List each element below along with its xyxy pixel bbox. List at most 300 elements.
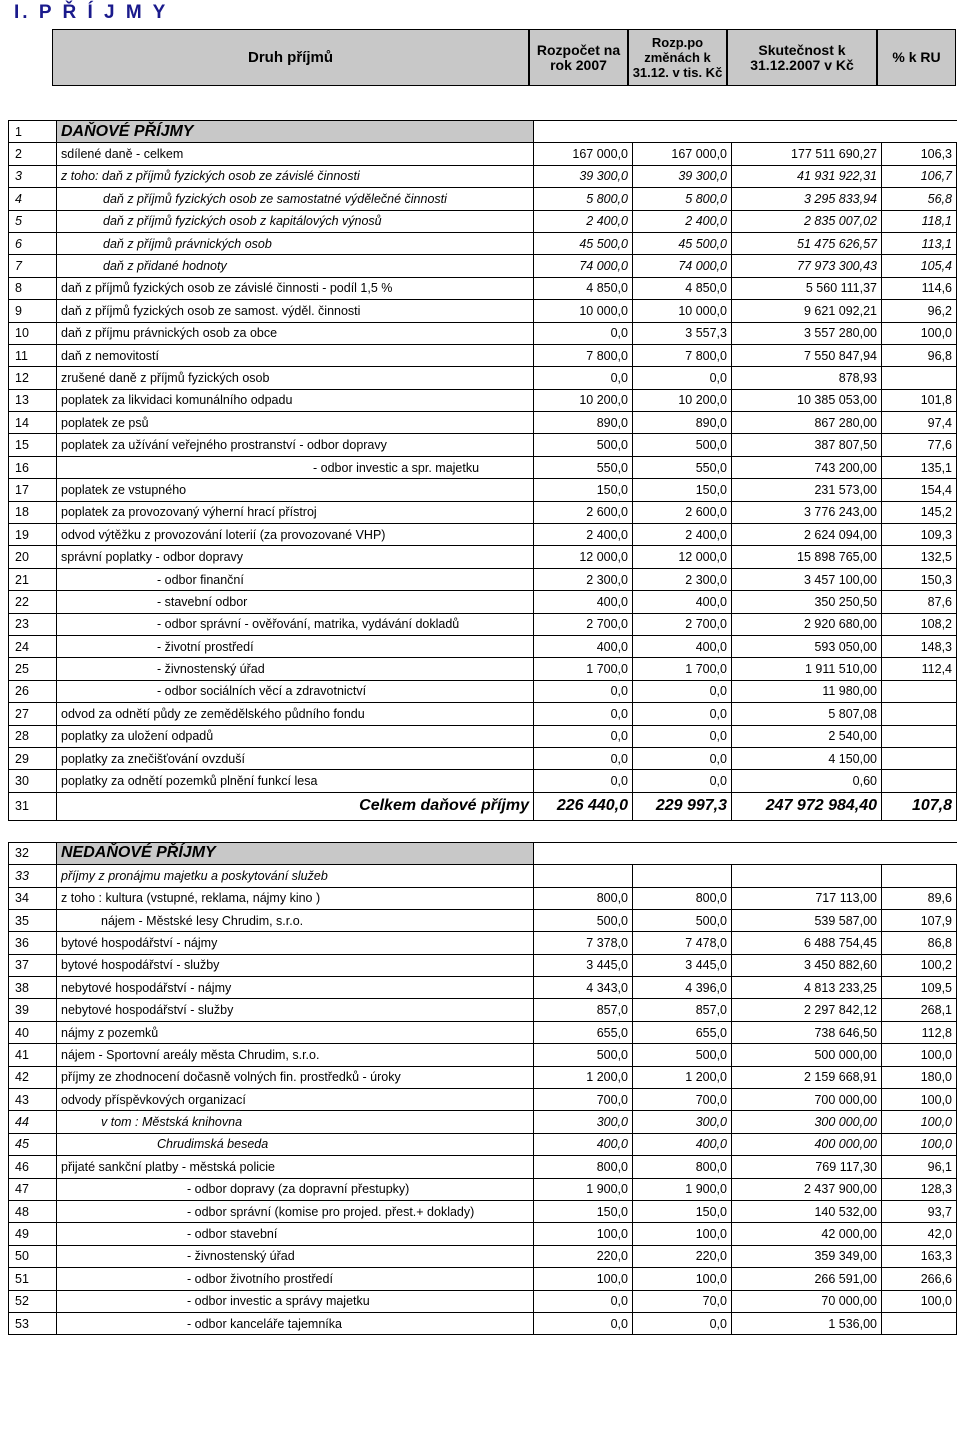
- changed-budget-value: 2 600,0: [633, 501, 732, 523]
- table-row: [9, 412, 957, 434]
- actual-value: 5 807,08: [732, 703, 882, 725]
- changed-budget-value: 1 900,0: [633, 1178, 732, 1200]
- changed-budget-value: 655,0: [633, 1021, 732, 1043]
- actual-value: 10 385 053,00: [732, 389, 882, 411]
- table-row: [9, 1044, 957, 1066]
- actual-value: 70 000,00: [732, 1290, 882, 1312]
- row-description: - odbor životního prostředí: [57, 1268, 534, 1290]
- table-row: [9, 703, 957, 725]
- changed-budget-value: 400,0: [633, 635, 732, 657]
- budget-value: 3 445,0: [534, 954, 633, 976]
- actual-value: 400 000,00: [732, 1133, 882, 1155]
- budget-value: 500,0: [534, 909, 633, 931]
- actual-value: 140 532,00: [732, 1200, 882, 1222]
- row-description: odvody příspěvkových organizací: [57, 1089, 534, 1111]
- actual-value: 3 457 100,00: [732, 568, 882, 590]
- row-number: 24: [9, 635, 57, 657]
- row-number: 9: [9, 300, 57, 322]
- budget-value: 0,0: [534, 680, 633, 702]
- changed-budget-value: 220,0: [633, 1245, 732, 1267]
- row-description: nájem - Sportovní areály města Chrudim, s.r.o.: [57, 1044, 534, 1066]
- percent-value: 100,0: [882, 322, 957, 344]
- percent-value: [882, 680, 957, 702]
- percent-value: 105,4: [882, 255, 957, 277]
- row-description: - stavební odbor: [57, 591, 534, 613]
- table-row: [9, 613, 957, 635]
- changed-budget-value: 45 500,0: [633, 232, 732, 254]
- table-row: [9, 635, 957, 657]
- changed-budget-value: 890,0: [633, 412, 732, 434]
- table-row: [9, 322, 957, 344]
- changed-budget-value: 4 396,0: [633, 977, 732, 999]
- percent-value: [882, 770, 957, 792]
- budget-value: 167 000,0: [534, 143, 633, 165]
- actual-value: 500 000,00: [732, 1044, 882, 1066]
- changed-budget-value: 150,0: [633, 479, 732, 501]
- row-description: poplatek ze psů: [57, 412, 534, 434]
- row-number: 6: [9, 232, 57, 254]
- percent-value: 107,8: [882, 792, 957, 820]
- table-row: [9, 210, 957, 232]
- empty-cell: [732, 842, 882, 864]
- row-description: Celkem daňové příjmy: [57, 792, 534, 820]
- table-row: [9, 389, 957, 411]
- actual-value: 177 511 690,27: [732, 143, 882, 165]
- percent-value: 100,0: [882, 1290, 957, 1312]
- row-description: v tom : Městská knihovna: [57, 1111, 534, 1133]
- actual-value: 77 973 300,43: [732, 255, 882, 277]
- budget-value: 0,0: [534, 725, 633, 747]
- row-number: 10: [9, 322, 57, 344]
- budget-value: 1 200,0: [534, 1066, 633, 1088]
- budget-value: 2 400,0: [534, 210, 633, 232]
- row-number: 12: [9, 367, 57, 389]
- actual-value: 4 150,00: [732, 747, 882, 769]
- changed-budget-value: 7 478,0: [633, 932, 732, 954]
- percent-value: 100,0: [882, 1133, 957, 1155]
- budget-value: 300,0: [534, 1111, 633, 1133]
- budget-value: 2 600,0: [534, 501, 633, 523]
- percent-value: 108,2: [882, 613, 957, 635]
- percent-value: 93,7: [882, 1200, 957, 1222]
- percent-value: [882, 865, 957, 887]
- row-number: 34: [9, 887, 57, 909]
- actual-value: 3 776 243,00: [732, 501, 882, 523]
- empty-cell: [534, 842, 633, 864]
- row-description: daň z nemovitostí: [57, 344, 534, 366]
- percent-value: 109,3: [882, 524, 957, 546]
- actual-value: 2 624 094,00: [732, 524, 882, 546]
- table-row: [9, 770, 957, 792]
- actual-value: 6 488 754,45: [732, 932, 882, 954]
- header-percent-label: % k RU: [892, 49, 941, 65]
- percent-value: 113,1: [882, 232, 957, 254]
- table-row: [9, 546, 957, 568]
- budget-value: 0,0: [534, 1290, 633, 1312]
- changed-budget-value: 700,0: [633, 1089, 732, 1111]
- tax-section-row: [9, 121, 957, 143]
- row-number: 51: [9, 1268, 57, 1290]
- budget-value: 500,0: [534, 434, 633, 456]
- row-number: 25: [9, 658, 57, 680]
- section-title: NEDAŇOVÉ PŘÍJMY: [57, 842, 534, 864]
- row-description: správní poplatky - odbor dopravy: [57, 546, 534, 568]
- table-row: [9, 501, 957, 523]
- actual-value: 3 295 833,94: [732, 188, 882, 210]
- percent-value: [882, 703, 957, 725]
- row-description: - odbor investic a správy majetku: [57, 1290, 534, 1312]
- row-number: 17: [9, 479, 57, 501]
- empty-cell: [633, 842, 732, 864]
- row-number: 13: [9, 389, 57, 411]
- row-number: 16: [9, 456, 57, 478]
- row-description: - odbor správní - ověřování, matrika, vydávání dokladů: [57, 613, 534, 635]
- table-row: [9, 300, 957, 322]
- row-number: 26: [9, 680, 57, 702]
- percent-value: 266,6: [882, 1268, 957, 1290]
- row-description: bytové hospodářství - nájmy: [57, 932, 534, 954]
- empty-cell: [882, 842, 957, 864]
- percent-value: 77,6: [882, 434, 957, 456]
- table-row: [9, 232, 957, 254]
- percent-value: 118,1: [882, 210, 957, 232]
- row-number: 4: [9, 188, 57, 210]
- row-description: daň z příjmů fyzických osob ze samostatné výdělečné činnosti: [57, 188, 534, 210]
- changed-budget-value: 39 300,0: [633, 165, 732, 187]
- changed-budget-value: 3 445,0: [633, 954, 732, 976]
- percent-value: 42,0: [882, 1223, 957, 1245]
- budget-value: 0,0: [534, 322, 633, 344]
- row-description: daň z přidané hodnoty: [57, 255, 534, 277]
- row-number: 33: [9, 865, 57, 887]
- changed-budget-value: 1 700,0: [633, 658, 732, 680]
- actual-value: 15 898 765,00: [732, 546, 882, 568]
- budget-value: 12 000,0: [534, 546, 633, 568]
- percent-value: 132,5: [882, 546, 957, 568]
- budget-value: 220,0: [534, 1245, 633, 1267]
- page-title: I. P Ř Í J M Y: [14, 2, 169, 23]
- section-gap: [9, 820, 957, 842]
- row-description: daň z příjmů fyzických osob z kapitálových výnosů: [57, 210, 534, 232]
- budget-value: 400,0: [534, 591, 633, 613]
- budget-value: 5 800,0: [534, 188, 633, 210]
- percent-value: 154,4: [882, 479, 957, 501]
- actual-value: 359 349,00: [732, 1245, 882, 1267]
- budget-value: 10 000,0: [534, 300, 633, 322]
- budget-value: 0,0: [534, 747, 633, 769]
- table-row: [9, 747, 957, 769]
- row-description: poplatek za likvidaci komunálního odpadu: [57, 389, 534, 411]
- actual-value: 878,93: [732, 367, 882, 389]
- changed-budget-value: 7 800,0: [633, 344, 732, 366]
- header-budget: [529, 29, 628, 86]
- percent-value: 109,5: [882, 977, 957, 999]
- percent-value: 96,1: [882, 1156, 957, 1178]
- changed-budget-value: 800,0: [633, 887, 732, 909]
- actual-value: 717 113,00: [732, 887, 882, 909]
- table-row: [9, 680, 957, 702]
- actual-value: 51 475 626,57: [732, 232, 882, 254]
- actual-value: 2 920 680,00: [732, 613, 882, 635]
- percent-value: 100,0: [882, 1044, 957, 1066]
- budget-value: 0,0: [534, 1312, 633, 1334]
- budget-value: 4 850,0: [534, 277, 633, 299]
- row-number: 14: [9, 412, 57, 434]
- changed-budget-value: 100,0: [633, 1268, 732, 1290]
- changed-budget-value: 0,0: [633, 770, 732, 792]
- row-description: přijaté sankční platby - městská policie: [57, 1156, 534, 1178]
- percent-value: 96,8: [882, 344, 957, 366]
- table-row: [9, 524, 957, 546]
- income-table: [8, 120, 957, 1335]
- changed-budget-value: 12 000,0: [633, 546, 732, 568]
- row-description: - odbor stavební: [57, 1223, 534, 1245]
- percent-value: [882, 747, 957, 769]
- row-description: - odbor finanční: [57, 568, 534, 590]
- row-number: 41: [9, 1044, 57, 1066]
- percent-value: 148,3: [882, 635, 957, 657]
- actual-value: 593 050,00: [732, 635, 882, 657]
- budget-value: 4 343,0: [534, 977, 633, 999]
- actual-value: 2 297 842,12: [732, 999, 882, 1021]
- percent-value: 101,8: [882, 389, 957, 411]
- actual-value: 3 557 280,00: [732, 322, 882, 344]
- budget-value: 226 440,0: [534, 792, 633, 820]
- budget-value: 10 200,0: [534, 389, 633, 411]
- row-number: 11: [9, 344, 57, 366]
- table-row: [9, 479, 957, 501]
- budget-value: 2 400,0: [534, 524, 633, 546]
- row-number: 1: [9, 121, 57, 143]
- changed-budget-value: 0,0: [633, 703, 732, 725]
- row-number: 46: [9, 1156, 57, 1178]
- row-description: - odbor správní (komise pro projed. přest.+ doklady): [57, 1200, 534, 1222]
- table-row: [9, 165, 957, 187]
- changed-budget-value: 4 850,0: [633, 277, 732, 299]
- row-number: 22: [9, 591, 57, 613]
- budget-value: 0,0: [534, 770, 633, 792]
- actual-value: 1 911 510,00: [732, 658, 882, 680]
- changed-budget-value: 0,0: [633, 725, 732, 747]
- nontax-section-row: [9, 842, 957, 864]
- row-description: - odbor sociálních věcí a zdravotnictví: [57, 680, 534, 702]
- row-number: 19: [9, 524, 57, 546]
- table-row: [9, 954, 957, 976]
- changed-budget-value: 3 557,3: [633, 322, 732, 344]
- actual-value: 539 587,00: [732, 909, 882, 931]
- budget-value: 400,0: [534, 1133, 633, 1155]
- changed-budget-value: 800,0: [633, 1156, 732, 1178]
- budget-value: 150,0: [534, 479, 633, 501]
- header-actual-label: Skutečnost k 31.12.2007 v Kč: [750, 41, 854, 73]
- percent-value: 268,1: [882, 999, 957, 1021]
- percent-value: 107,9: [882, 909, 957, 931]
- row-number: 2: [9, 143, 57, 165]
- table-row: [9, 999, 957, 1021]
- actual-value: 738 646,50: [732, 1021, 882, 1043]
- row-description: nebytové hospodářství - služby: [57, 999, 534, 1021]
- row-description: nájmy z pozemků: [57, 1021, 534, 1043]
- row-description: nájem - Městské lesy Chrudim, s.r.o.: [57, 909, 534, 931]
- budget-value: 150,0: [534, 1200, 633, 1222]
- changed-budget-value: 300,0: [633, 1111, 732, 1133]
- budget-value: 700,0: [534, 1089, 633, 1111]
- percent-value: 100,2: [882, 954, 957, 976]
- row-number: 48: [9, 1200, 57, 1222]
- table-row: [9, 865, 957, 887]
- row-number: 15: [9, 434, 57, 456]
- row-number: 21: [9, 568, 57, 590]
- actual-value: 700 000,00: [732, 1089, 882, 1111]
- budget-value: 1 900,0: [534, 1178, 633, 1200]
- changed-budget-value: 550,0: [633, 456, 732, 478]
- percent-value: 150,3: [882, 568, 957, 590]
- changed-budget-value: 150,0: [633, 1200, 732, 1222]
- budget-value: 550,0: [534, 456, 633, 478]
- actual-value: 266 591,00: [732, 1268, 882, 1290]
- percent-value: 145,2: [882, 501, 957, 523]
- changed-budget-value: 10 000,0: [633, 300, 732, 322]
- budget-value: 857,0: [534, 999, 633, 1021]
- budget-value: 2 700,0: [534, 613, 633, 635]
- changed-budget-value: 2 400,0: [633, 210, 732, 232]
- row-description: daň z příjmů fyzických osob ze závislé činnosti - podíl 1,5 %: [57, 277, 534, 299]
- row-description: poplatky za znečišťování ovzduší: [57, 747, 534, 769]
- changed-budget-value: 2 400,0: [633, 524, 732, 546]
- row-number: 53: [9, 1312, 57, 1334]
- changed-budget-value: 500,0: [633, 434, 732, 456]
- changed-budget-value: 5 800,0: [633, 188, 732, 210]
- budget-value: 39 300,0: [534, 165, 633, 187]
- changed-budget-value: 400,0: [633, 591, 732, 613]
- changed-budget-value: 857,0: [633, 999, 732, 1021]
- actual-value: [732, 865, 882, 887]
- actual-value: 867 280,00: [732, 412, 882, 434]
- budget-value: 1 700,0: [534, 658, 633, 680]
- changed-budget-value: 100,0: [633, 1223, 732, 1245]
- budget-value: 0,0: [534, 367, 633, 389]
- changed-budget-value: 229 997,3: [633, 792, 732, 820]
- actual-value: 9 621 092,21: [732, 300, 882, 322]
- row-number: 7: [9, 255, 57, 277]
- row-description: daň z příjmů právnických osob: [57, 232, 534, 254]
- budget-value: [534, 865, 633, 887]
- percent-value: 112,8: [882, 1021, 957, 1043]
- actual-value: 2 835 007,02: [732, 210, 882, 232]
- percent-value: 180,0: [882, 1066, 957, 1088]
- table-row: [9, 1111, 957, 1133]
- row-description: příjmy z pronájmu majetku a poskytování služeb: [57, 865, 534, 887]
- budget-value: 655,0: [534, 1021, 633, 1043]
- percent-value: 96,2: [882, 300, 957, 322]
- percent-value: 106,3: [882, 143, 957, 165]
- row-number: 27: [9, 703, 57, 725]
- header-actual: [727, 29, 877, 86]
- table-row: [9, 725, 957, 747]
- row-number: 42: [9, 1066, 57, 1088]
- actual-value: 2 540,00: [732, 725, 882, 747]
- row-number: 39: [9, 999, 57, 1021]
- row-number: 36: [9, 932, 57, 954]
- changed-budget-value: 0,0: [633, 367, 732, 389]
- percent-value: 97,4: [882, 412, 957, 434]
- table-row: [9, 887, 957, 909]
- budget-value: 500,0: [534, 1044, 633, 1066]
- header-description: [52, 29, 529, 86]
- row-number: 52: [9, 1290, 57, 1312]
- row-description: poplatek ze vstupného: [57, 479, 534, 501]
- row-description: z toho: daň z příjmů fyzických osob ze závislé činnosti: [57, 165, 534, 187]
- actual-value: 11 980,00: [732, 680, 882, 702]
- budget-value: 0,0: [534, 703, 633, 725]
- row-description: poplatky za odnětí pozemků plnění funkcí lesa: [57, 770, 534, 792]
- changed-budget-value: 167 000,0: [633, 143, 732, 165]
- percent-value: 114,6: [882, 277, 957, 299]
- row-number: 38: [9, 977, 57, 999]
- percent-value: 100,0: [882, 1111, 957, 1133]
- percent-value: 89,6: [882, 887, 957, 909]
- row-number: 5: [9, 210, 57, 232]
- actual-value: 0,60: [732, 770, 882, 792]
- percent-value: 100,0: [882, 1089, 957, 1111]
- row-number: 44: [9, 1111, 57, 1133]
- changed-budget-value: 1 200,0: [633, 1066, 732, 1088]
- header-changes-label: Rozp.po změnách k 31.12. v tis. Kč: [632, 35, 723, 80]
- row-description: sdílené daně - celkem: [57, 143, 534, 165]
- table-row: [9, 1290, 957, 1312]
- row-number: 29: [9, 747, 57, 769]
- row-number: 35: [9, 909, 57, 931]
- row-number: 50: [9, 1245, 57, 1267]
- percent-value: 163,3: [882, 1245, 957, 1267]
- row-number: 32: [9, 842, 57, 864]
- row-description: - odbor dopravy (za dopravní přestupky): [57, 1178, 534, 1200]
- table-row: [9, 1312, 957, 1334]
- table-row: [9, 1133, 957, 1155]
- changed-budget-value: 10 200,0: [633, 389, 732, 411]
- budget-value: 400,0: [534, 635, 633, 657]
- row-number: 18: [9, 501, 57, 523]
- actual-value: 1 536,00: [732, 1312, 882, 1334]
- budget-value: 74 000,0: [534, 255, 633, 277]
- row-description: - odbor kanceláře tajemníka: [57, 1312, 534, 1334]
- actual-value: 231 573,00: [732, 479, 882, 501]
- changed-budget-value: 2 700,0: [633, 613, 732, 635]
- changed-budget-value: 0,0: [633, 680, 732, 702]
- table-row: [9, 568, 957, 590]
- row-description: zrušené daně z příjmů fyzických osob: [57, 367, 534, 389]
- percent-value: 86,8: [882, 932, 957, 954]
- budget-value: 890,0: [534, 412, 633, 434]
- row-number: 43: [9, 1089, 57, 1111]
- row-description: daň z příjmů fyzických osob ze samost. výděl. činnosti: [57, 300, 534, 322]
- percent-value: [882, 725, 957, 747]
- row-description: poplatek za provozovaný výherní hrací přístroj: [57, 501, 534, 523]
- section-title: DAŇOVÉ PŘÍJMY: [57, 121, 534, 143]
- table-row: [9, 1178, 957, 1200]
- table-row: [9, 143, 957, 165]
- header-changes: [628, 29, 727, 86]
- changed-budget-value: 500,0: [633, 1044, 732, 1066]
- table-row: [9, 255, 957, 277]
- actual-value: 4 813 233,25: [732, 977, 882, 999]
- row-number: 31: [9, 792, 57, 820]
- table-row: [9, 909, 957, 931]
- row-number: 49: [9, 1223, 57, 1245]
- actual-value: 7 550 847,94: [732, 344, 882, 366]
- table-row: [9, 434, 957, 456]
- budget-value: 45 500,0: [534, 232, 633, 254]
